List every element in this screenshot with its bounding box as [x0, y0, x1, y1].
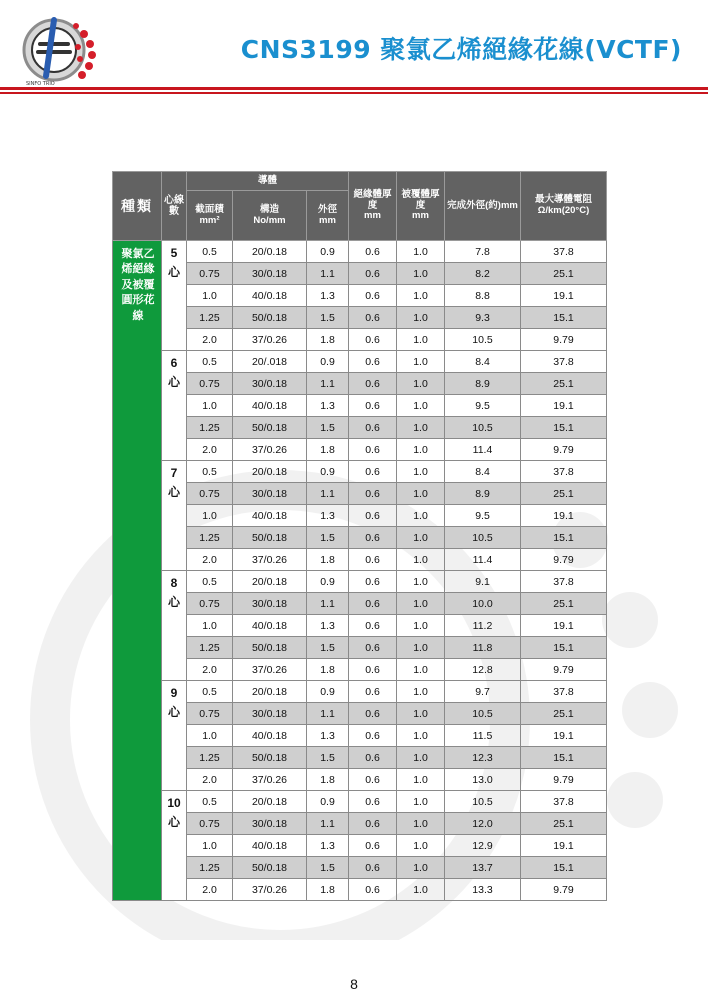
header-finished: 完成外徑(約)mm — [445, 172, 521, 241]
table-cell: 0.6 — [349, 329, 397, 351]
table-row — [113, 307, 607, 329]
table-cell: 1.1 — [307, 593, 349, 615]
table-cell: 12.9 — [445, 835, 521, 857]
header-structure — [233, 191, 307, 241]
table-cell: 1.0 — [187, 615, 233, 637]
table-cell: 1.5 — [307, 307, 349, 329]
core-count-unit: 心 — [167, 264, 180, 279]
table-cell: 50/0.18 — [233, 307, 307, 329]
table-row — [113, 263, 607, 285]
table-cell: 40/0.18 — [233, 285, 307, 307]
table-cell: 0.6 — [349, 593, 397, 615]
table-cell: 19.1 — [521, 395, 607, 417]
table-cell: 9.5 — [445, 505, 521, 527]
table-cell: 0.75 — [187, 813, 233, 835]
table-cell: 1.3 — [307, 285, 349, 307]
table-cell: 19.1 — [521, 505, 607, 527]
logo-caption: SINFO TRIO — [26, 81, 55, 87]
table-row — [113, 879, 607, 901]
table-row — [113, 835, 607, 857]
table-row — [113, 483, 607, 505]
table-cell: 8.4 — [445, 351, 521, 373]
header-area-label: 截面積 — [195, 203, 224, 215]
table-cell: 1.25 — [187, 307, 233, 329]
table-cell: 1.8 — [307, 659, 349, 681]
core-count-number: 7 — [170, 466, 178, 480]
core-count-number: 6 — [170, 356, 178, 370]
core-count-unit: 心 — [167, 704, 180, 719]
table-cell: 12.0 — [445, 813, 521, 835]
table-row — [113, 769, 607, 791]
core-count — [162, 571, 187, 681]
header-insulation-label: 絕緣體厚度 — [353, 188, 392, 211]
table-cell: 0.9 — [307, 571, 349, 593]
table-cell: 0.6 — [349, 835, 397, 857]
table-cell: 0.5 — [187, 681, 233, 703]
company-logo — [18, 14, 106, 88]
table-cell: 1.8 — [307, 769, 349, 791]
table-cell: 1.8 — [307, 439, 349, 461]
header-diameter-label: 外徑 — [317, 203, 337, 215]
spec-table — [112, 171, 607, 901]
table-cell: 9.7 — [445, 681, 521, 703]
table-cell: 1.0 — [397, 769, 445, 791]
table-cell: 20/0.18 — [233, 791, 307, 813]
table-cell: 1.0 — [397, 329, 445, 351]
core-count — [162, 241, 187, 351]
table-cell: 19.1 — [521, 285, 607, 307]
core-count — [162, 461, 187, 571]
table-row — [113, 351, 607, 373]
table-row — [113, 813, 607, 835]
table-cell: 9.79 — [521, 329, 607, 351]
table-cell: 1.0 — [397, 637, 445, 659]
table-cell: 1.1 — [307, 373, 349, 395]
table-cell: 1.5 — [307, 637, 349, 659]
table-row — [113, 857, 607, 879]
table-cell: 30/0.18 — [233, 263, 307, 285]
table-cell: 1.0 — [187, 835, 233, 857]
table-cell: 37.8 — [521, 461, 607, 483]
table-cell: 9.79 — [521, 879, 607, 901]
table-cell: 0.6 — [349, 505, 397, 527]
table-cell: 9.79 — [521, 439, 607, 461]
header-cores: 心線數 — [162, 172, 187, 241]
table-cell: 2.0 — [187, 659, 233, 681]
table-cell: 30/0.18 — [233, 593, 307, 615]
table-cell: 1.0 — [397, 549, 445, 571]
table-cell: 1.0 — [397, 417, 445, 439]
table-cell: 0.5 — [187, 461, 233, 483]
table-cell: 20/0.18 — [233, 241, 307, 263]
table-cell: 37.8 — [521, 571, 607, 593]
table-cell: 13.0 — [445, 769, 521, 791]
table-cell: 0.75 — [187, 373, 233, 395]
table-cell: 30/0.18 — [233, 483, 307, 505]
table-cell: 30/0.18 — [233, 703, 307, 725]
header-resistance-unit: Ω/km(20°C) — [537, 205, 590, 216]
table-cell: 19.1 — [521, 835, 607, 857]
table-cell: 0.9 — [307, 351, 349, 373]
spec-table-body — [113, 241, 607, 901]
table-cell: 1.8 — [307, 329, 349, 351]
table-cell: 0.6 — [349, 483, 397, 505]
table-row — [113, 395, 607, 417]
header-structure-unit: No/mm — [253, 214, 286, 226]
table-cell: 1.0 — [187, 285, 233, 307]
table-cell: 1.25 — [187, 417, 233, 439]
header-diameter-unit: mm — [319, 214, 336, 226]
table-row — [113, 791, 607, 813]
table-cell: 0.6 — [349, 769, 397, 791]
table-cell: 0.6 — [349, 461, 397, 483]
table-cell: 9.79 — [521, 659, 607, 681]
table-cell: 1.3 — [307, 835, 349, 857]
core-count-number: 5 — [170, 246, 178, 260]
table-cell: 40/0.18 — [233, 835, 307, 857]
table-cell: 0.5 — [187, 351, 233, 373]
table-cell: 1.5 — [307, 857, 349, 879]
table-cell: 10.5 — [445, 417, 521, 439]
table-cell: 1.0 — [397, 615, 445, 637]
table-cell: 10.5 — [445, 527, 521, 549]
table-cell: 37.8 — [521, 791, 607, 813]
table-cell: 1.1 — [307, 703, 349, 725]
table-cell: 1.25 — [187, 857, 233, 879]
table-cell: 0.6 — [349, 285, 397, 307]
table-cell: 0.5 — [187, 791, 233, 813]
table-cell: 2.0 — [187, 769, 233, 791]
table-cell: 0.6 — [349, 813, 397, 835]
table-row — [113, 373, 607, 395]
table-row — [113, 527, 607, 549]
table-cell: 0.6 — [349, 791, 397, 813]
table-cell: 1.0 — [397, 725, 445, 747]
table-cell: 13.7 — [445, 857, 521, 879]
table-cell: 1.0 — [397, 285, 445, 307]
header-kind: 種類 — [113, 172, 162, 241]
table-row — [113, 637, 607, 659]
table-cell: 20/0.18 — [233, 571, 307, 593]
core-count-number: 10 — [167, 796, 181, 810]
table-cell: 50/0.18 — [233, 527, 307, 549]
table-cell: 37.8 — [521, 351, 607, 373]
table-row — [113, 659, 607, 681]
header-insulation-unit: mm — [364, 210, 381, 222]
kind-label: 聚氯乙烯絕緣及被覆圓形花線 — [113, 241, 162, 901]
table-cell: 40/0.18 — [233, 725, 307, 747]
table-cell: 7.8 — [445, 241, 521, 263]
table-cell: 1.0 — [397, 263, 445, 285]
table-cell: 19.1 — [521, 725, 607, 747]
table-cell: 0.6 — [349, 527, 397, 549]
table-cell: 10.5 — [445, 329, 521, 351]
table-row — [113, 615, 607, 637]
table-cell: 9.79 — [521, 549, 607, 571]
table-cell: 2.0 — [187, 329, 233, 351]
page-title: CNS3199 聚氯乙烯絕緣花線(VCTF) — [240, 35, 682, 64]
table-cell: 40/0.18 — [233, 395, 307, 417]
table-cell: 50/0.18 — [233, 857, 307, 879]
table-cell: 15.1 — [521, 417, 607, 439]
table-cell: 19.1 — [521, 615, 607, 637]
table-cell: 1.0 — [187, 725, 233, 747]
table-row — [113, 681, 607, 703]
table-cell: 1.0 — [397, 879, 445, 901]
table-row — [113, 241, 607, 263]
table-cell: 0.75 — [187, 703, 233, 725]
table-cell: 10.5 — [445, 791, 521, 813]
table-cell: 1.3 — [307, 395, 349, 417]
core-count-unit: 心 — [167, 594, 180, 609]
table-cell: 2.0 — [187, 549, 233, 571]
table-cell: 1.0 — [397, 747, 445, 769]
table-cell: 1.25 — [187, 747, 233, 769]
table-cell: 0.6 — [349, 241, 397, 263]
core-count-unit: 心 — [167, 484, 180, 499]
table-cell: 20/.018 — [233, 351, 307, 373]
table-row — [113, 417, 607, 439]
table-cell: 11.8 — [445, 637, 521, 659]
table-cell: 0.6 — [349, 351, 397, 373]
table-cell: 1.0 — [187, 505, 233, 527]
table-cell: 1.0 — [397, 571, 445, 593]
table-cell: 0.6 — [349, 637, 397, 659]
table-cell: 8.8 — [445, 285, 521, 307]
header-resistance — [521, 172, 607, 241]
table-cell: 1.3 — [307, 505, 349, 527]
table-row — [113, 505, 607, 527]
table-row — [113, 439, 607, 461]
table-cell: 37/0.26 — [233, 769, 307, 791]
table-cell: 0.6 — [349, 725, 397, 747]
core-count — [162, 681, 187, 791]
table-row — [113, 725, 607, 747]
core-count-unit: 心 — [167, 374, 180, 389]
header-insulation — [349, 172, 397, 241]
table-cell: 1.0 — [397, 439, 445, 461]
table-cell: 0.6 — [349, 417, 397, 439]
table-cell: 25.1 — [521, 813, 607, 835]
core-count-number: 8 — [170, 576, 178, 590]
header-sheath-unit: mm — [412, 210, 429, 222]
table-cell: 1.0 — [397, 483, 445, 505]
table-cell: 25.1 — [521, 263, 607, 285]
table-cell: 13.3 — [445, 879, 521, 901]
table-cell: 1.25 — [187, 637, 233, 659]
table-cell: 1.0 — [397, 681, 445, 703]
table-cell: 1.0 — [397, 527, 445, 549]
table-cell: 0.6 — [349, 857, 397, 879]
table-cell: 1.5 — [307, 417, 349, 439]
header-resistance-label: 最大導體電阻 — [534, 194, 592, 206]
table-cell: 8.9 — [445, 373, 521, 395]
table-row — [113, 549, 607, 571]
table-row — [113, 571, 607, 593]
header-diameter — [307, 191, 349, 241]
table-cell: 1.0 — [397, 703, 445, 725]
core-count — [162, 351, 187, 461]
table-cell: 1.0 — [397, 307, 445, 329]
table-cell: 0.6 — [349, 747, 397, 769]
table-cell: 37/0.26 — [233, 879, 307, 901]
table-cell: 30/0.18 — [233, 373, 307, 395]
table-row — [113, 285, 607, 307]
table-cell: 1.0 — [397, 659, 445, 681]
table-cell: 10.5 — [445, 703, 521, 725]
table-row — [113, 461, 607, 483]
table-cell: 40/0.18 — [233, 505, 307, 527]
table-cell: 37/0.26 — [233, 549, 307, 571]
table-row — [113, 703, 607, 725]
table-cell: 2.0 — [187, 439, 233, 461]
table-row — [113, 593, 607, 615]
table-cell: 1.0 — [397, 791, 445, 813]
table-cell: 50/0.18 — [233, 637, 307, 659]
table-cell: 15.1 — [521, 307, 607, 329]
table-cell: 1.5 — [307, 527, 349, 549]
table-cell: 9.3 — [445, 307, 521, 329]
header-sheath — [397, 172, 445, 241]
table-cell: 15.1 — [521, 637, 607, 659]
table-cell: 0.6 — [349, 549, 397, 571]
table-cell: 0.75 — [187, 263, 233, 285]
table-cell: 25.1 — [521, 703, 607, 725]
table-cell: 0.9 — [307, 461, 349, 483]
table-cell: 1.0 — [397, 373, 445, 395]
table-cell: 15.1 — [521, 857, 607, 879]
table-cell: 9.5 — [445, 395, 521, 417]
table-cell: 11.4 — [445, 549, 521, 571]
page-number: 8 — [350, 976, 358, 992]
table-cell: 15.1 — [521, 747, 607, 769]
table-cell: 20/0.18 — [233, 461, 307, 483]
table-cell: 1.0 — [397, 813, 445, 835]
table-cell: 1.1 — [307, 483, 349, 505]
table-cell: 1.0 — [187, 395, 233, 417]
core-count-number: 9 — [170, 686, 178, 700]
table-cell: 11.4 — [445, 439, 521, 461]
table-cell: 1.8 — [307, 549, 349, 571]
core-count — [162, 791, 187, 901]
table-row — [113, 329, 607, 351]
table-cell: 37.8 — [521, 681, 607, 703]
table-cell: 30/0.18 — [233, 813, 307, 835]
table-cell: 11.5 — [445, 725, 521, 747]
table-cell: 25.1 — [521, 373, 607, 395]
table-cell: 11.2 — [445, 615, 521, 637]
header-area-unit: mm² — [199, 214, 220, 226]
table-cell: 8.2 — [445, 263, 521, 285]
table-cell: 1.8 — [307, 879, 349, 901]
table-cell: 0.6 — [349, 307, 397, 329]
table-cell: 8.9 — [445, 483, 521, 505]
table-cell: 37/0.26 — [233, 329, 307, 351]
table-cell: 0.9 — [307, 681, 349, 703]
table-cell: 0.5 — [187, 241, 233, 263]
header-sheath-label: 被覆體厚度 — [401, 188, 440, 211]
table-row — [113, 747, 607, 769]
header-rule-thin — [0, 92, 708, 94]
table-cell: 12.3 — [445, 747, 521, 769]
table-cell: 0.6 — [349, 703, 397, 725]
table-cell: 9.79 — [521, 769, 607, 791]
table-cell: 15.1 — [521, 527, 607, 549]
table-cell: 1.25 — [187, 527, 233, 549]
table-cell: 12.8 — [445, 659, 521, 681]
table-cell: 2.0 — [187, 879, 233, 901]
table-cell: 1.5 — [307, 747, 349, 769]
table-cell: 50/0.18 — [233, 747, 307, 769]
table-cell: 0.9 — [307, 241, 349, 263]
table-cell: 1.0 — [397, 505, 445, 527]
table-cell: 40/0.18 — [233, 615, 307, 637]
table-cell: 0.6 — [349, 571, 397, 593]
table-cell: 25.1 — [521, 593, 607, 615]
core-count-unit: 心 — [167, 814, 180, 829]
table-cell: 0.6 — [349, 615, 397, 637]
table-cell: 1.0 — [397, 351, 445, 373]
table-cell: 1.3 — [307, 725, 349, 747]
table-cell: 50/0.18 — [233, 417, 307, 439]
table-cell: 9.1 — [445, 571, 521, 593]
table-cell: 20/0.18 — [233, 681, 307, 703]
table-cell: 0.5 — [187, 571, 233, 593]
table-cell: 0.9 — [307, 791, 349, 813]
table-cell: 37.8 — [521, 241, 607, 263]
table-cell: 0.6 — [349, 439, 397, 461]
header-area — [187, 191, 233, 241]
table-cell: 1.0 — [397, 593, 445, 615]
table-cell: 1.0 — [397, 461, 445, 483]
table-cell: 1.0 — [397, 835, 445, 857]
table-cell: 0.6 — [349, 373, 397, 395]
table-cell: 0.6 — [349, 879, 397, 901]
header-structure-label: 構造 — [259, 203, 279, 215]
header-rule-thick — [0, 87, 708, 90]
table-cell: 1.0 — [397, 857, 445, 879]
table-cell: 0.6 — [349, 659, 397, 681]
table-cell: 0.75 — [187, 483, 233, 505]
table-cell: 1.3 — [307, 615, 349, 637]
table-cell: 25.1 — [521, 483, 607, 505]
table-cell: 1.1 — [307, 813, 349, 835]
logo-emblem — [18, 14, 106, 88]
table-cell: 0.6 — [349, 681, 397, 703]
header-conductor: 導體 — [187, 172, 349, 191]
table-cell: 0.6 — [349, 263, 397, 285]
table-cell: 37/0.26 — [233, 439, 307, 461]
table-cell: 1.0 — [397, 395, 445, 417]
table-cell: 0.75 — [187, 593, 233, 615]
table-cell: 1.1 — [307, 263, 349, 285]
table-cell: 0.6 — [349, 395, 397, 417]
table-cell: 1.0 — [397, 241, 445, 263]
table-cell: 8.4 — [445, 461, 521, 483]
table-cell: 37/0.26 — [233, 659, 307, 681]
table-cell: 10.0 — [445, 593, 521, 615]
